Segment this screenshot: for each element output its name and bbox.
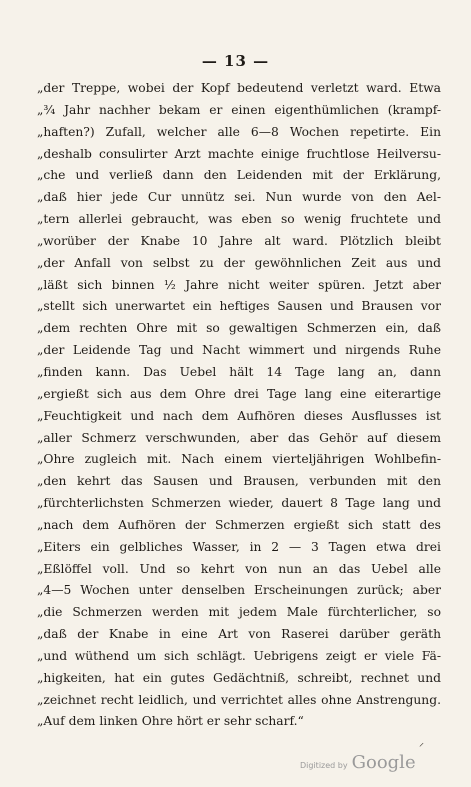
text-line: „deshalb consulirter Arzt machte einige fruchtlose Heilversu- — [37, 146, 441, 161]
text-line: „Ohre zugleich mit. Nach einem vierteljährigen Wohlbefin- — [37, 452, 441, 467]
text-line: „der Leidende Tag und Nacht wimmert und nirgends Ruhe — [37, 343, 441, 358]
watermark-prefix: Digitized by — [300, 761, 348, 770]
text-line: „ergießt sich aus dem Ohre drei Tage lang eine eiterartige — [37, 386, 441, 401]
text-line: „stellt sich unerwartet ein heftiges Sausen und Brausen vor — [37, 299, 441, 314]
text-line: „Auf dem linken Ohre hört er sehr scharf.“ — [37, 714, 304, 729]
text-line: „Eßlöffel voll. Und so kehrt von nun an das Uebel alle — [37, 561, 441, 576]
body-text — [37, 78, 441, 733]
text-line: „zeichnet recht leidlich, und verrichtet alles ohne Anstrengung. — [37, 692, 441, 707]
text-line: „der Anfall von selbst zu der gewöhnlichen Zeit aus und — [37, 255, 441, 270]
digitized-watermark — [300, 752, 416, 773]
text-line: „4—5 Wochen unter denselben Erscheinungen zurück; aber — [37, 583, 441, 598]
text-line: „dem rechten Ohre mit so gewaltigen Schmerzen ein, daß — [37, 321, 441, 336]
text-line: „Feuchtigkeit und nach dem Aufhören dieses Ausflusses ist — [37, 408, 441, 423]
text-line: „Eiters ein gelbliches Wasser, in 2 — 3 Tagen etwa drei — [37, 539, 441, 554]
text-line: „aller Schmerz verschwunden, aber das Gehör auf diesem — [37, 430, 441, 445]
corner-mark: ⸍ — [419, 742, 424, 753]
text-line: „die Schmerzen werden mit jedem Male fürchterlicher, so — [37, 605, 441, 620]
text-line: „tern allerlei gebraucht, was eben so wenig fruchtete und — [37, 212, 441, 227]
google-logo: Google — [351, 752, 416, 773]
text-line: „worüber der Knabe 10 Jahre alt ward. Plötzlich bleibt — [37, 233, 441, 248]
text-line: „finden kann. Das Uebel hält 14 Tage lang an, dann — [37, 364, 441, 379]
text-line: „der Treppe, wobei der Kopf bedeutend verletzt ward. Etwa — [37, 81, 441, 95]
text-line: „daß hier jede Cur unnütz sei. Nun wurde von den Ael- — [37, 190, 441, 205]
text-line: „daß der Knabe in eine Art von Raserei darüber geräth — [37, 627, 441, 642]
text-line: „fürchterlichsten Schmerzen wieder, dauert 8 Tage lang und — [37, 496, 441, 511]
text-line: „che und verließ dann den Leidenden mit der Erklärung, — [37, 168, 441, 183]
text-line: „¾ Jahr nachher bekam er einen eigenthümlichen (krampf- — [37, 102, 441, 117]
text-line: „und wüthend um sich schlägt. Uebrigens zeigt er viele Fä- — [37, 648, 441, 663]
text-line: „läßt sich binnen ½ Jahre nicht weiter spüren. Jetzt aber — [37, 277, 441, 292]
text-line: „haften?) Zufall, welcher alle 6—8 Wochen repetirte. Ein — [37, 124, 441, 139]
page-number-header: — 13 — — [201, 52, 270, 70]
text-line: „higkeiten, hat ein gutes Gedächtniß, schreibt, rechnet und — [37, 670, 441, 685]
text-line: „nach dem Aufhören der Schmerzen ergießt sich statt des — [37, 517, 441, 532]
text-line: „den kehrt das Sausen und Brausen, verbunden mit den — [37, 474, 441, 489]
